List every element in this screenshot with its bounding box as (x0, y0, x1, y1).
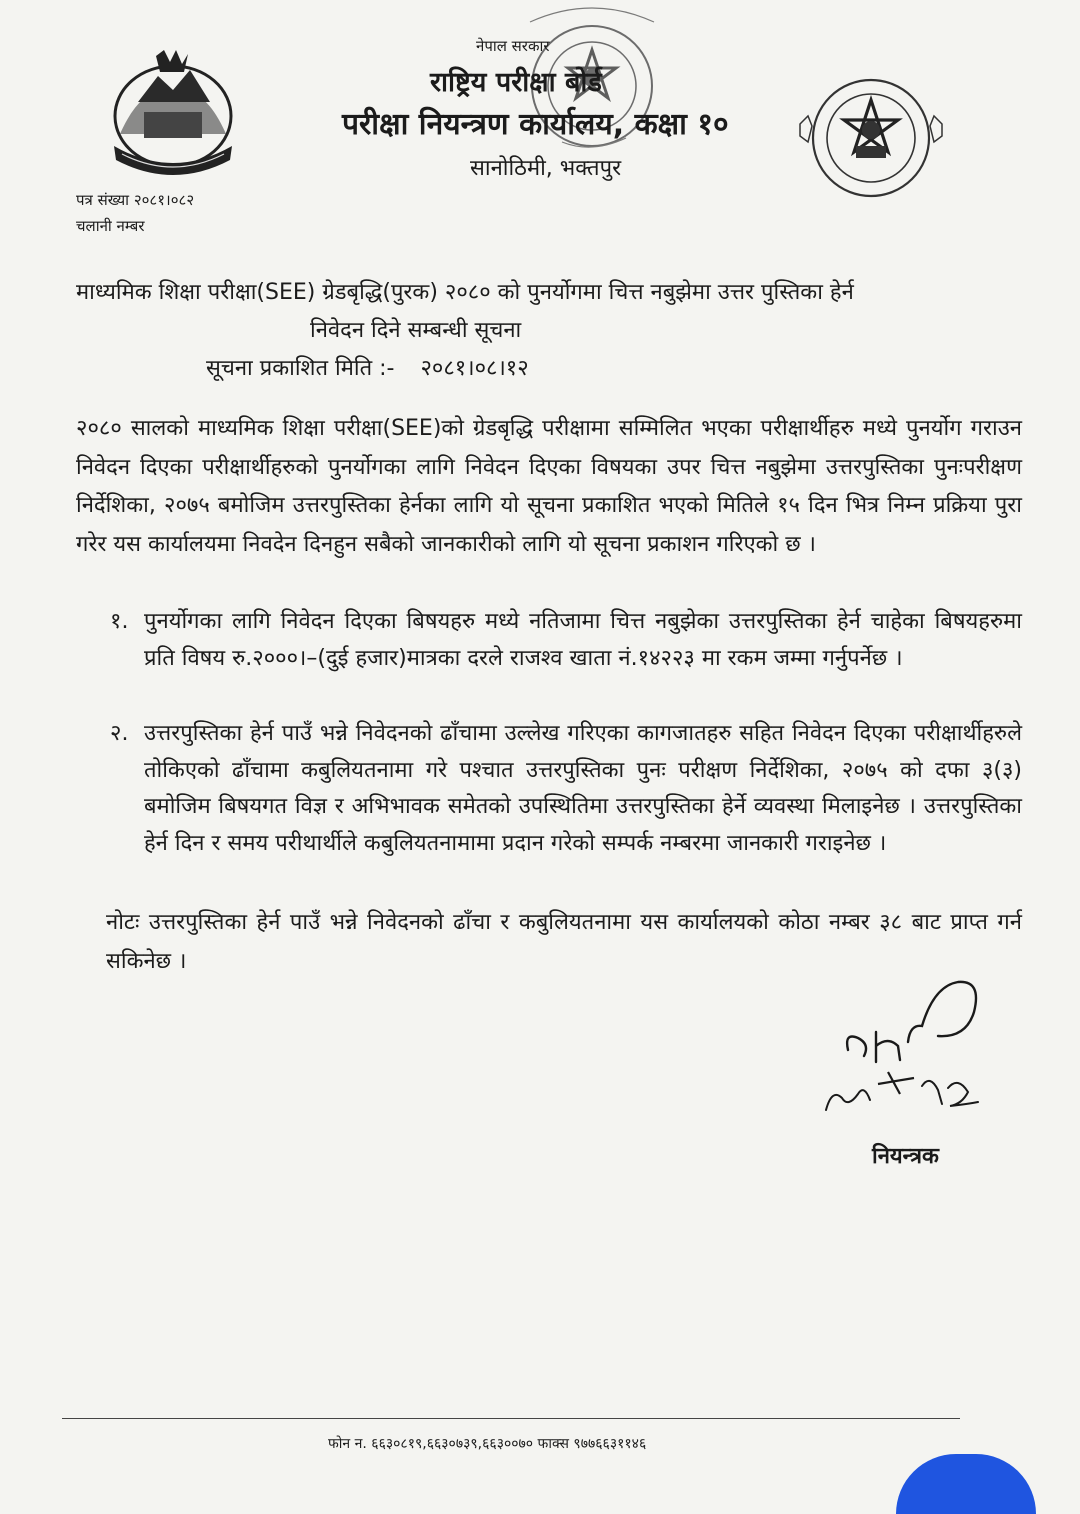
board-seal-right (796, 66, 946, 206)
published-date-row (206, 352, 529, 382)
nepal-emblem-icon (98, 42, 248, 182)
published-date-value: २०८१।०८।१२ (420, 356, 529, 381)
notice-title-line2: निवेदन दिने सम्बन्धी सूचना (310, 318, 522, 343)
letter-number: पत्र संख्या २०८१।०८२ (76, 191, 195, 209)
dispatch-number: चलानी नम्बर (76, 217, 145, 235)
handwritten-signature (818, 972, 988, 1122)
published-date-label: सूचना प्रकाशित मिति :- (206, 356, 395, 381)
corner-accent-shape (896, 1454, 1036, 1514)
notice-body: २०८० सालको माध्यमिक शिक्षा परीक्षा(SEE)को ग्रेडबृद्धि परीक्षामा सम्मिलित भएका परीक्षार्थीहरु मध्ये पुनर्योग गराउन निवेदन दिएका परीक्षार्थीहरुको पुनर्योगका लागि निवेदन दिएका विषयका उपर चित्त नबुझेमा उत्तरपुस्तिका पुनःपरीक्षण निर्देशिका, २०७५ बमोजिम उत्तरपुस्तिका हेर्नका लागि यो सूचना प्रकाशित भएको मितिले १५ दिन भित्र निम्न प्रक्रिया पुरा गरेर यस कार्यालयमा निवदेन दिनहुन सबैको जानकारीको लागि यो सूचना प्रकाशन गरिएको छ । (76, 416, 1022, 557)
header-location: सानोठिमी, भक्तपुर (470, 156, 622, 181)
list-item-text: उत्तरपुस्तिका हेर्न पाउँ भन्ने निवेदनको ढाँचामा उल्लेख गरिएका कागजातहरु सहित निवेदन दिएका परीक्षार्थीहरुले तोकिएको ढाँचामा कबुलियतनामा गरे पश्चात उत्तरपुस्तिका पुनः परीक्षण निर्देशिका, २०७५ को दफा ३(३) बमोजिम बिषयगत विज्ञ र अभिभावक समेतको उपस्थितिमा उत्तरपुस्तिका हेर्ने व्यवस्था मिलाइनेछ । उत्तरपुस्तिका हेर्न दिन र समय परीथार्थीले कबुलियतनामामा प्रदान गरेको सम्पर्क नम्बरमा जानकारी गराइनेछ । (144, 721, 1022, 856)
list-item-text: पुनर्योगका लागि निवेदन दिएका बिषयहरु मध्ये नतिजामा चित्त नबुझेका उत्तरपुस्तिका हेर्न चाहेका बिषयहरुमा प्रति विषय रु.२०००।–(दुई हजार)मात्रका दरले राजश्व खाता नं.१४२२३ मा रकम जम्मा गर्नुपर्नेछ । (144, 609, 1022, 671)
list-item (110, 604, 1022, 677)
list-item-number: १. (110, 609, 129, 634)
header-office-name: परीक्षा नियन्त्रण कार्यालय, कक्षा १० (342, 107, 729, 142)
footer-contact: फोन न. ६६३०८१९,६६३०७३९,६६३००७० फाक्स ९७७६६३११४६ (328, 1436, 647, 1452)
signatory-title: नियन्त्रक (872, 1144, 939, 1169)
list-item-number: २. (110, 721, 129, 746)
footer-divider (62, 1418, 960, 1419)
list-item (110, 716, 1022, 862)
notice-note: नोटः उत्तरपुस्तिका हेर्न पाउँ भन्ने निवेदनको ढाँचा र कबुलियतनामा यस कार्यालयको कोठा नम्बर ३८ बाट प्राप्त गर्न सकिनेछ । (106, 910, 1022, 974)
notice-title-line1: माध्यमिक शिक्षा परीक्षा(SEE) ग्रेडबृद्धि(पुरक) २०८० को पुनर्योगमा चित्त नबुझेमा उत्तर पुस्तिका हेर्न (76, 280, 854, 305)
header-government: नेपाल सरकार (476, 37, 550, 55)
header-board-name: राष्ट्रिय परीक्षा बोर्ड (430, 67, 602, 98)
